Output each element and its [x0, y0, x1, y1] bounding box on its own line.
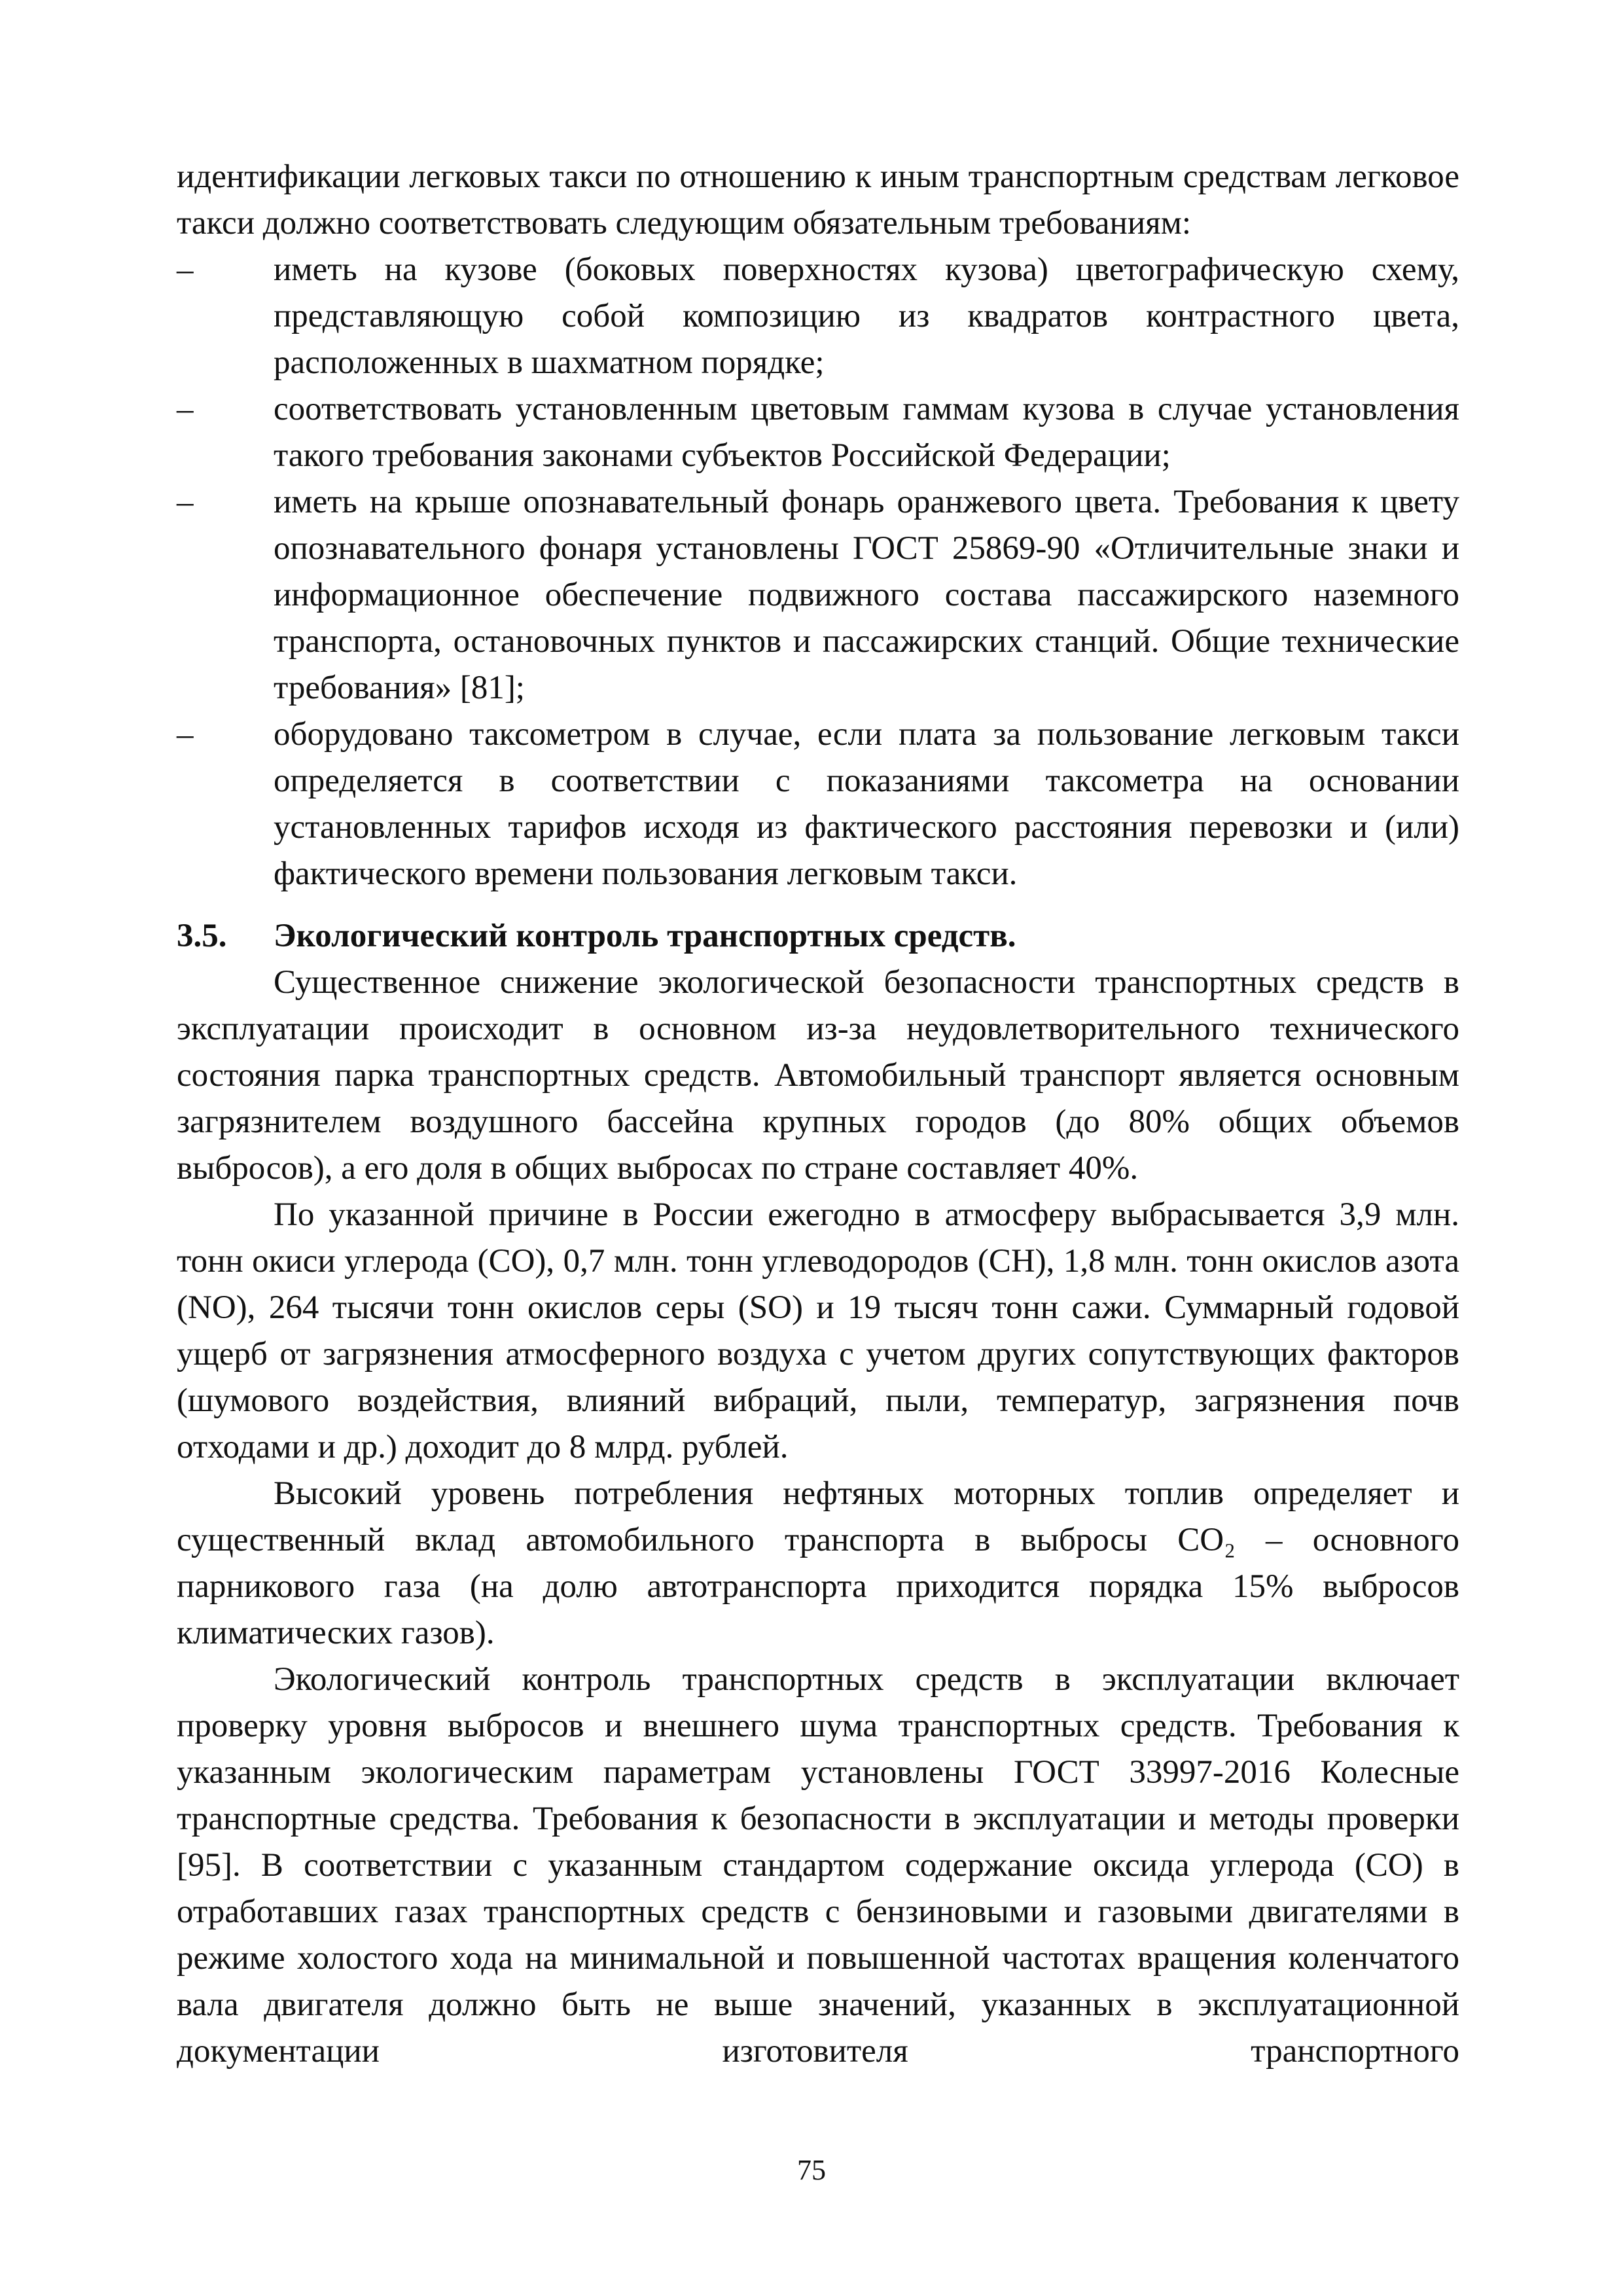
page-number: 75 [797, 2154, 826, 2186]
list-item [177, 479, 1459, 711]
list-item-text: иметь на кузове (боковых поверхностях кузова) цветографическую схему, представляющую собой композицию из квадратов контрастного цвета, расположенных в шахматном порядке; [274, 251, 1459, 381]
dash-bullet: – [177, 484, 194, 520]
paragraph-pollution: Существенное снижение экологической безопасности транспортных средств в эксплуатации происходит в основном из-за неудовлетворительного технического состояния парка транспортных средств. Автомобильный транспорт является основным загрязнителем воздушного бассейна крупных городов (до 80% общих объемов выбросов), а его доля в общих выбросах по стране составляет 40%. [177, 964, 1459, 1187]
dash-bullet: – [177, 391, 194, 427]
section-title: Экологический контроль транспортных средств. [274, 918, 1016, 954]
list-item [177, 247, 1459, 386]
page-body [177, 154, 1459, 2075]
list-item [177, 386, 1459, 479]
paragraph-control-text: Экологический контроль транспортных средств в эксплуатации включает проверку уровня выбросов и внешнего шума транспортных средств. Требования к указанным экологическим параметрам установлены ГОСТ 33997-2016 Колесные транспортные средства. Требования к безопасности в эксплуатации и методы проверки [95]. В соответствии с указанным стандартом содержание оксида углерода (CO) в отработавших газах транспортных средств с бензиновыми и газовыми двигателями в режиме холостого хода на минимальной и повышенной частотах вращения коленчатого вала двигателя должно быть не выше значений, [177, 1661, 1459, 2023]
dash-bullet: – [177, 716, 194, 753]
list-item-text: иметь на крыше опознавательный фонарь оранжевого цвета. Требования к цвету опознавательного фонаря установлены ГОСТ 25869-90 «Отличительные знаки и информационное обеспечение подвижного состава пассажирского наземного транспорта, остановочных пунктов и пассажирских станций. Общие технические требования» [81]; [274, 484, 1459, 706]
list-item [177, 711, 1459, 897]
paragraph-fuel: Высокий уровень потребления нефтяных моторных топлив определяет и существенный вклад автомобильного транспорта в выбросы CO₂ – основного парникового газа (на долю автотранспорта приходится порядка 15% выбросов климатических газов). [177, 1475, 1459, 1651]
list-item-text: соответствовать установленным цветовым гаммам кузова в случае установления такого требования законами субъектов Российской Федерации; [274, 391, 1459, 474]
intro-paragraph: идентификации легковых такси по отношению к иным транспортным средствам легковое такси должно соответствовать следующим обязательным требованиям: [177, 158, 1459, 242]
list-item-text: оборудовано таксометром в случае, если плата за пользование легковым такси определяется в соответствии с показаниями таксометра на основании установленных тарифов исходя из фактического расстояния перевозки и (или) фактического времени пользования легковым такси. [274, 716, 1459, 892]
requirements-list [177, 247, 1459, 897]
paragraph-control-last-line: указанных в эксплуатационной документации изготовителя транспортного [177, 1986, 1459, 2070]
paragraph-emissions: По указанной причине в России ежегодно в атмосферу выбрасывается 3,9 млн. тонн окиси углерода (CO), 0,7 млн. тонн углеводородов (CH), 1,8 млн. тонн окислов азота (NO), 264 тысячи тонн окислов серы (SO) и 19 тысяч тонн сажи. Суммарный годовой ущерб от загрязнения атмосферного воздуха с учетом других сопутствующих факторов (шумового воздействия, влияний вибраций, пыли, температур, загрязнения почв отходами и др.) доходит до 8 млрд. рублей. [177, 1196, 1459, 1465]
section-heading [177, 913, 1459, 960]
dash-bullet: – [177, 251, 194, 288]
section-number: 3.5. [177, 918, 227, 954]
paragraph-control [177, 1657, 1459, 2075]
